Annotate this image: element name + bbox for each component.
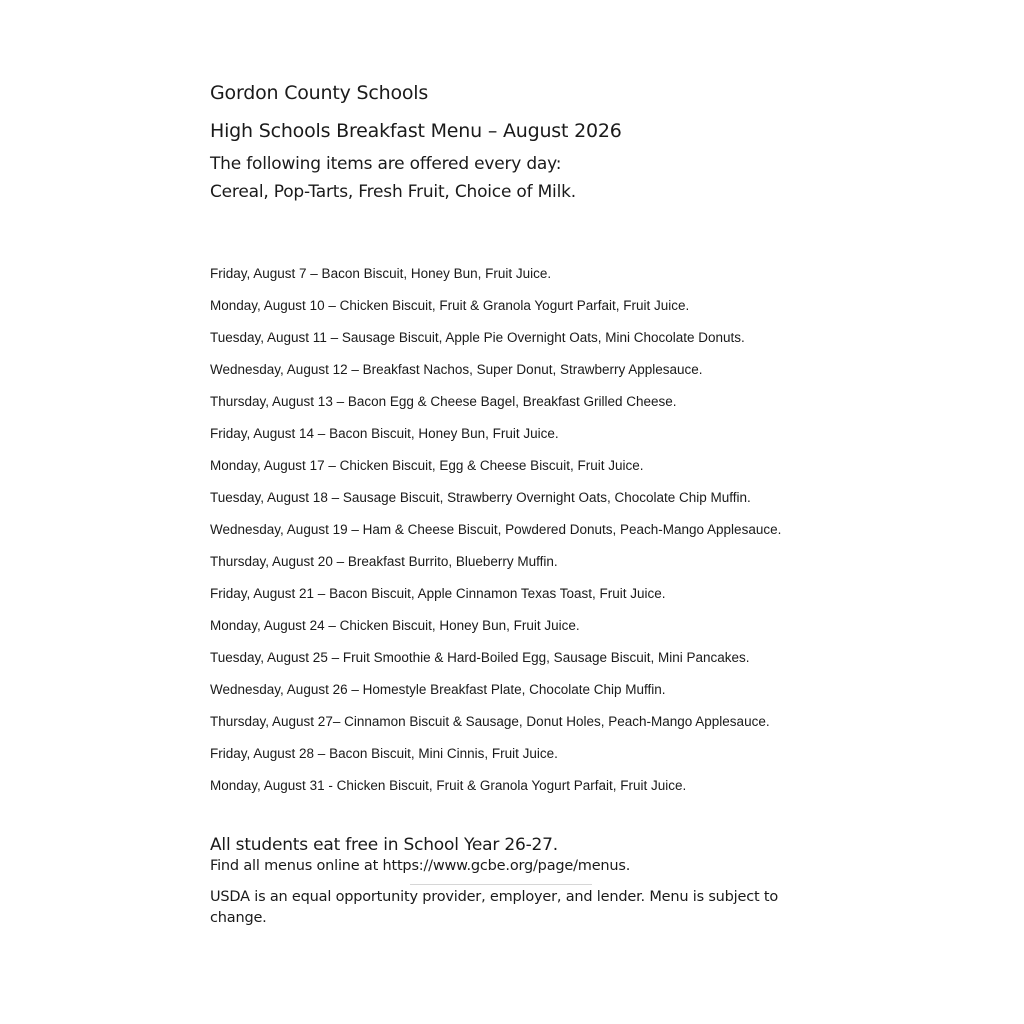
divider [410,884,592,885]
menu-item: Monday, August 31 - Chicken Biscuit, Fruit & Granola Yogurt Parfait, Fruit Juice. [210,778,687,793]
daily-menu-list [210,264,781,808]
organization-name: Gordon County Schools [210,82,429,104]
menu-item: Thursday, August 20 – Breakfast Burrito, Blueberry Muffin. [210,554,558,569]
daily-offerings-items: Cereal, Pop-Tarts, Fresh Fruit, Choice of Milk. [210,182,576,202]
menu-item: Friday, August 7 – Bacon Biscuit, Honey Bun, Fruit Juice. [210,266,552,281]
menu-item: Wednesday, August 19 – Ham & Cheese Biscuit, Powdered Donuts, Peach-Mango Applesauce. [210,522,782,537]
menu-item: Tuesday, August 18 – Sausage Biscuit, Strawberry Overnight Oats, Chocolate Chip Muffin. [210,490,751,505]
menu-item: Friday, August 14 – Bacon Biscuit, Honey Bun, Fruit Juice. [210,426,559,441]
menu-item: Wednesday, August 12 – Breakfast Nachos, Super Donut, Strawberry Applesauce. [210,362,703,377]
menu-item: Friday, August 28 – Bacon Biscuit, Mini Cinnis, Fruit Juice. [210,746,558,761]
menu-item: Monday, August 17 – Chicken Biscuit, Egg & Cheese Biscuit, Fruit Juice. [210,458,644,473]
page-title: High Schools Breakfast Menu – August 2026 [210,120,622,142]
menu-item: Tuesday, August 11 – Sausage Biscuit, Apple Pie Overnight Oats, Mini Chocolate Donuts. [210,330,745,345]
daily-offerings-intro: The following items are offered every day: [210,154,562,174]
menu-item: Wednesday, August 26 – Homestyle Breakfast Plate, Chocolate Chip Muffin. [210,682,666,697]
menu-item: Tuesday, August 25 – Fruit Smoothie & Hard-Boiled Egg, Sausage Biscuit, Mini Pancakes. [210,650,750,665]
menu-item: Monday, August 10 – Chicken Biscuit, Fruit & Granola Yogurt Parfait, Fruit Juice. [210,298,690,313]
menu-item: Thursday, August 27– Cinnamon Biscuit & Sausage, Donut Holes, Peach-Mango Applesauce. [210,714,770,729]
menu-item: Thursday, August 13 – Bacon Egg & Cheese Bagel, Breakfast Grilled Cheese. [210,394,677,409]
free-meals-note: All students eat free in School Year 26-27. [210,835,558,855]
menu-document [210,0,830,1024]
menu-item: Monday, August 24 – Chicken Biscuit, Honey Bun, Fruit Juice. [210,618,580,633]
menus-online-note: Find all menus online at https://www.gcbe.org/page/menus. [210,858,631,874]
menu-item: Friday, August 21 – Bacon Biscuit, Apple Cinnamon Texas Toast, Fruit Juice. [210,586,666,601]
usda-statement: USDA is an equal opportunity provider, employer, and lender. Menu is subject to change. [210,889,779,926]
